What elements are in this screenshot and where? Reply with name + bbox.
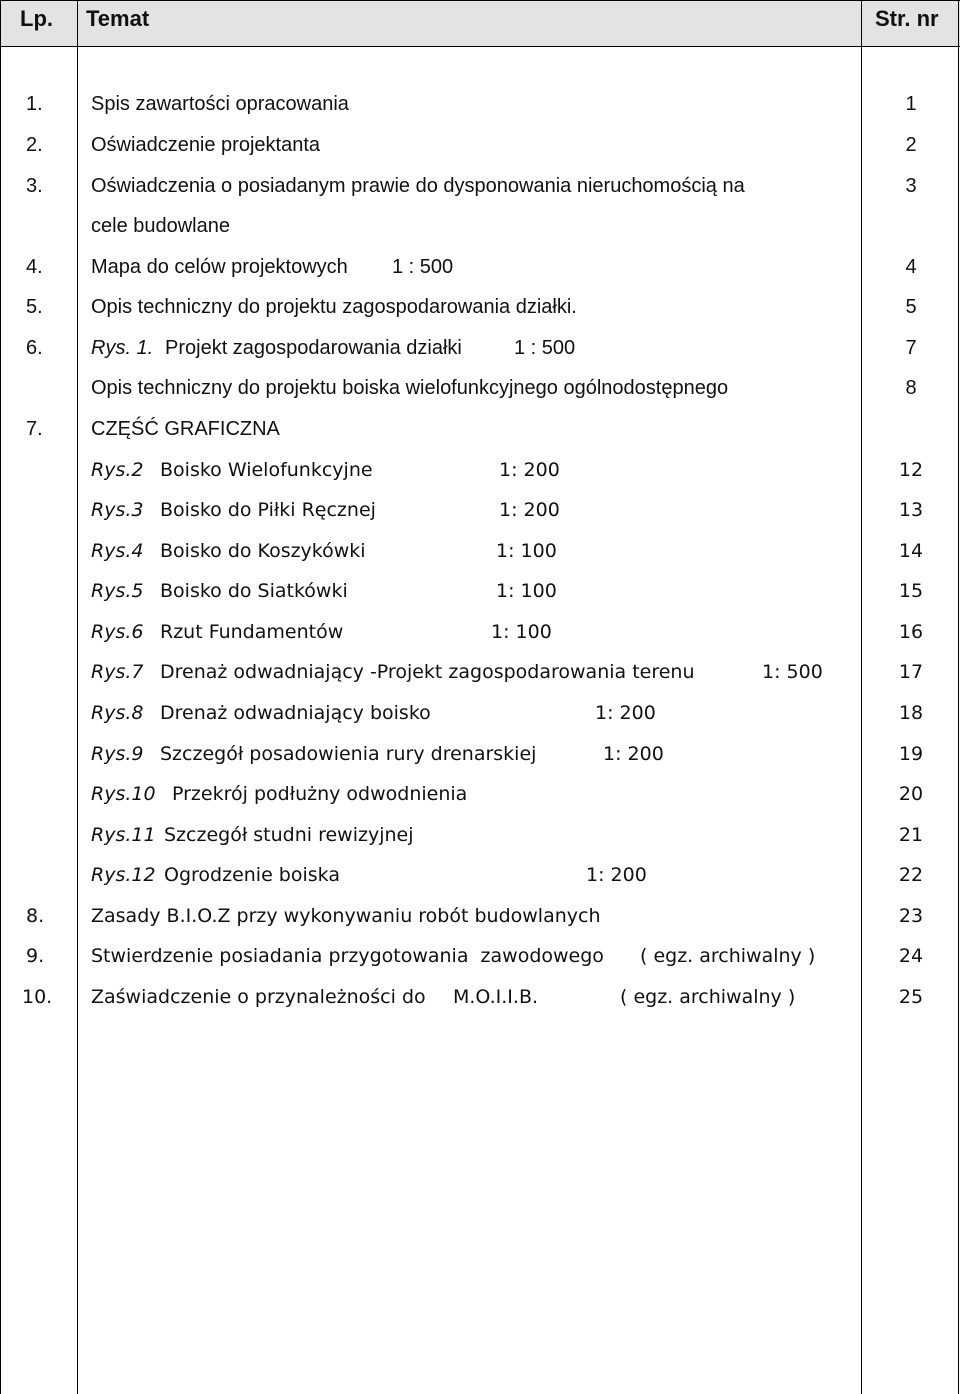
row-page: 15 xyxy=(898,580,924,602)
row-scale: 1: 100 xyxy=(496,540,557,562)
row-prefix: Rys.11 xyxy=(91,824,156,846)
row-scale: 1: 200 xyxy=(595,702,656,724)
table-row xyxy=(0,499,960,539)
row-page: 23 xyxy=(898,905,924,927)
table-header xyxy=(0,0,960,47)
row-page: 16 xyxy=(898,621,924,643)
row-note: ( egz. archiwalny ) xyxy=(620,986,796,1008)
row-scale: 1 : 500 xyxy=(392,256,454,278)
row-title: Oświadczenia o posiadanym prawie do dysponowania nieruchomością na xyxy=(91,175,745,197)
row-scale: 1: 100 xyxy=(491,621,552,643)
row-prefix: Rys.2 xyxy=(91,459,144,481)
table-row xyxy=(0,661,960,701)
table-row xyxy=(0,824,960,864)
row-page: 2 xyxy=(905,134,917,156)
row-page: 12 xyxy=(898,459,924,481)
row-scale: 1: 500 xyxy=(762,661,823,683)
row-page: 20 xyxy=(898,783,924,805)
row-title: Rzut Fundamentów xyxy=(160,621,344,643)
row-title: Zasady B.I.O.Z przy wykonywaniu robót budowlanych xyxy=(91,905,601,927)
row-title: Boisko do Koszykówki xyxy=(160,540,366,562)
table-row xyxy=(0,905,960,945)
row-lp: 3. xyxy=(26,175,43,197)
table-row xyxy=(0,702,960,742)
row-lp: 5. xyxy=(26,296,43,318)
row-lp: 4. xyxy=(26,256,43,278)
row-prefix: Rys.8 xyxy=(91,702,144,724)
table-row xyxy=(0,945,960,985)
row-prefix: Rys.7 xyxy=(91,661,144,683)
row-note: ( egz. archiwalny ) xyxy=(640,945,816,967)
table-row xyxy=(0,337,960,377)
row-page: 21 xyxy=(898,824,924,846)
table-row xyxy=(0,215,960,255)
row-lp: 1. xyxy=(26,93,43,115)
row-title: Spis zawartości opracowania xyxy=(91,93,349,115)
row-title: Boisko Wielofunkcyjne xyxy=(160,459,373,481)
row-title: Oświadczenie projektanta xyxy=(91,134,321,156)
row-scale: 1: 200 xyxy=(586,864,647,886)
row-scale: 1: 200 xyxy=(603,743,664,765)
row-page: 14 xyxy=(898,540,924,562)
row-title: Przekrój podłużny odwodnienia xyxy=(172,783,468,805)
row-title: Stwierdzenie posiadania przygotowania zawodowego xyxy=(91,945,604,967)
row-title: Opis techniczny do projektu zagospodarowania działki. xyxy=(91,296,577,318)
row-title: Szczegół studni rewizyjnej xyxy=(164,824,414,846)
row-prefix: Rys.9 xyxy=(91,743,144,765)
header-temat: Temat xyxy=(86,6,150,31)
row-page: 7 xyxy=(905,337,917,359)
row-org: M.O.I.I.B. xyxy=(453,986,539,1008)
row-scale: 1: 100 xyxy=(496,580,557,602)
row-page: 1 xyxy=(905,93,917,115)
row-page: 8 xyxy=(905,377,917,399)
table-row xyxy=(0,93,960,133)
table-row xyxy=(0,175,960,215)
row-prefix: Rys.4 xyxy=(91,540,144,562)
row-scale: 1: 200 xyxy=(499,499,560,521)
row-prefix: Rys. 1. xyxy=(91,337,154,359)
row-scale: 1: 200 xyxy=(499,459,560,481)
row-title: Boisko do Piłki Ręcznej xyxy=(160,499,376,521)
table-row xyxy=(0,134,960,174)
table-row xyxy=(0,864,960,904)
table-row xyxy=(0,459,960,499)
row-title: CZĘŚĆ GRAFICZNA xyxy=(91,418,280,440)
row-prefix: Rys.12 xyxy=(91,864,156,886)
table-row xyxy=(0,986,960,1026)
row-lp: 7. xyxy=(26,418,43,440)
row-title: Opis techniczny do projektu boiska wielofunkcyjnego ogólnodostępnego xyxy=(91,377,729,399)
table-row xyxy=(0,540,960,580)
row-page: 18 xyxy=(898,702,924,724)
row-title: Projekt zagospodarowania działki xyxy=(165,337,462,359)
table-row xyxy=(0,377,960,417)
row-title: Szczegół posadowienia rury drenarskiej xyxy=(160,743,537,765)
row-page: 17 xyxy=(898,661,924,683)
table-row xyxy=(0,580,960,620)
table-row xyxy=(0,296,960,336)
row-lp: 2. xyxy=(26,134,43,156)
row-lp: 8. xyxy=(26,905,45,927)
table-row xyxy=(0,418,960,458)
row-title: Drenaż odwadniający -Projekt zagospodarowania terenu xyxy=(160,661,695,683)
row-page: 3 xyxy=(905,175,917,197)
row-title: Ogrodzenie boiska xyxy=(164,864,340,886)
row-lp: 6. xyxy=(26,337,43,359)
table-top-border xyxy=(0,0,960,1)
row-page: 22 xyxy=(898,864,924,886)
row-scale: 1 : 500 xyxy=(514,337,576,359)
row-prefix: Rys.3 xyxy=(91,499,144,521)
row-page: 25 xyxy=(898,986,924,1008)
table-row xyxy=(0,621,960,661)
row-page: 24 xyxy=(898,945,924,967)
row-prefix: Rys.5 xyxy=(91,580,144,602)
row-page: 13 xyxy=(898,499,924,521)
row-title: cele budowlane xyxy=(91,215,230,237)
row-page: 5 xyxy=(905,296,917,318)
header-str-nr: Str. nr xyxy=(875,6,939,31)
row-prefix: Rys.6 xyxy=(91,621,144,643)
row-lp: 9. xyxy=(26,945,45,967)
table-row xyxy=(0,743,960,783)
row-prefix: Rys.10 xyxy=(91,783,156,805)
row-page: 4 xyxy=(905,256,917,278)
table-row xyxy=(0,783,960,823)
row-title: Mapa do celów projektowych xyxy=(91,256,348,278)
header-lp: Lp. xyxy=(20,6,53,31)
row-title: Drenaż odwadniający boisko xyxy=(160,702,431,724)
row-title: Boisko do Siatkówki xyxy=(160,580,348,602)
row-title: Zaświadczenie o przynależności do xyxy=(91,986,426,1008)
row-page: 19 xyxy=(898,743,924,765)
row-lp: 10. xyxy=(22,986,53,1008)
table-row xyxy=(0,256,960,296)
